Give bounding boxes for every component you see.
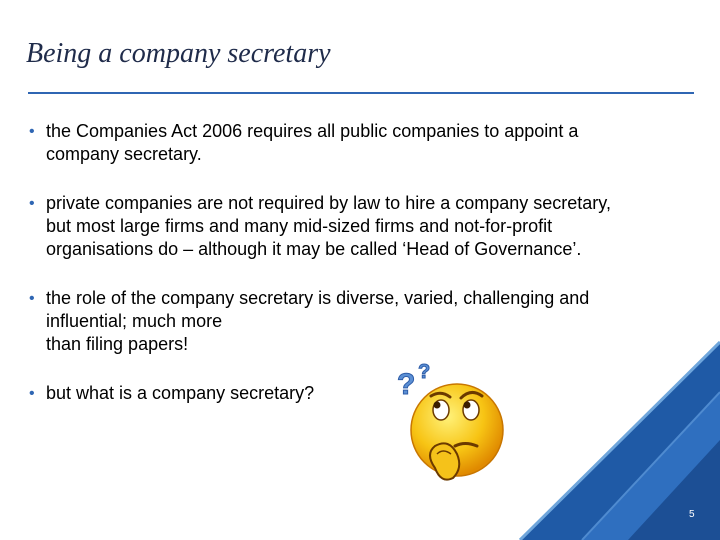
bullet-line: than filing papers! xyxy=(46,334,189,354)
bullet-marker: • xyxy=(29,123,35,140)
bullet-marker: • xyxy=(29,385,35,402)
bullet-line: but most large firms and many mid-sized firms and not-for-profit xyxy=(46,216,553,236)
bullet-line: but what is a company secretary? xyxy=(46,383,315,403)
slide-title: Being a company secretary xyxy=(26,38,331,69)
bullet-line: the Companies Act 2006 requires all public companies to appoint a xyxy=(46,121,579,141)
bullet-line: private companies are not required by law to hire a company secretary, xyxy=(46,193,611,213)
bullet-marker: • xyxy=(29,195,35,212)
question-mark-right: ? xyxy=(418,361,431,383)
bullet-line: the role of the company secretary is diverse, varied, challenging and xyxy=(46,288,590,308)
bullet-marker: • xyxy=(29,290,35,307)
bullet-line: influential; much more xyxy=(46,311,223,331)
question-mark-left: ? xyxy=(397,368,416,401)
bullet-line: organisations do – although it may be called ‘Head of Governance’. xyxy=(46,239,582,259)
page-number: 5 xyxy=(689,509,695,520)
bullet-line: company secretary. xyxy=(46,144,202,164)
